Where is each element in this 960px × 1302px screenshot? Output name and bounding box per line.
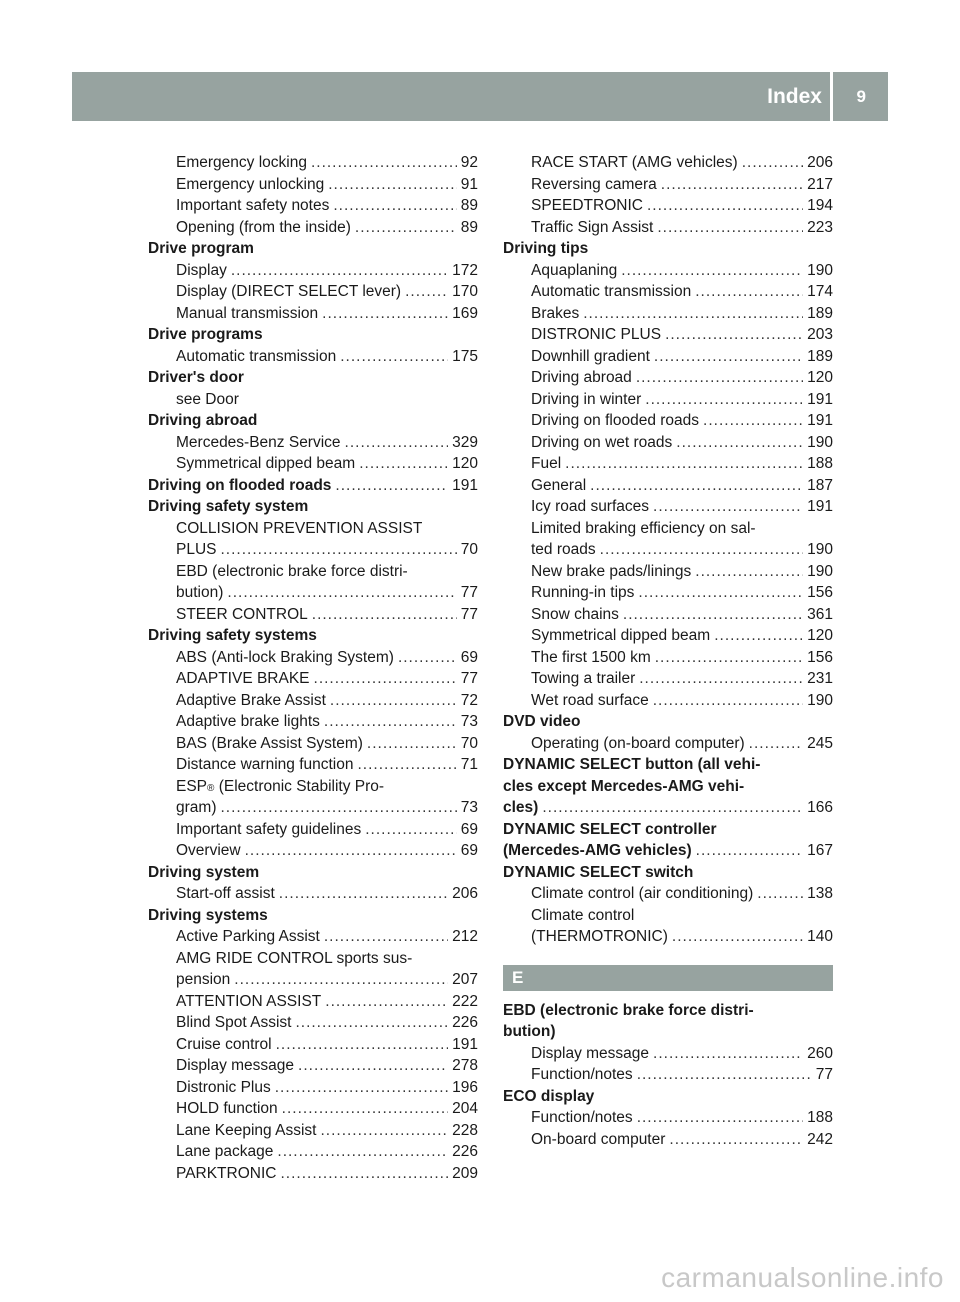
entry-page: 226: [452, 1014, 478, 1031]
entry-page: 170: [452, 283, 478, 300]
entry-page: 77: [460, 584, 478, 601]
index-entry[interactable]: [148, 969, 478, 991]
entry-label: Downhill gradient: [531, 347, 650, 365]
index-heading: DVD video: [503, 713, 581, 730]
index-entry[interactable]: [148, 711, 478, 733]
entry-page: 188: [807, 1109, 833, 1126]
index-entry[interactable]: [503, 324, 833, 346]
entry-label: Emergency unlocking: [176, 175, 325, 193]
entry-label: (Mercedes-AMG vehicles): [503, 842, 692, 859]
entry-page: 278: [452, 1057, 478, 1074]
entry-label: Climate control (air conditioning): [531, 885, 754, 902]
entry-label: Adaptive Brake Assist: [176, 691, 326, 709]
index-entry[interactable]: [503, 883, 833, 905]
index-entry[interactable]: [503, 1129, 833, 1151]
header-separator: [830, 72, 833, 121]
entry-page: 212: [452, 928, 478, 945]
entry-page: 120: [452, 455, 478, 472]
index-entry[interactable]: [148, 303, 478, 325]
index-entry[interactable]: [503, 604, 833, 626]
entry-label-line[interactable]: AMG RIDE CONTROL sports sus-: [176, 949, 413, 967]
entry-label: Opening (from the inside): [176, 218, 351, 236]
entry-label: Driving on flooded roads: [531, 412, 700, 429]
index-entry[interactable]: [503, 625, 833, 647]
entry-label: Automatic transmission: [176, 347, 337, 365]
index-entry[interactable]: [503, 453, 833, 475]
entry-page: 209: [452, 1164, 478, 1182]
index-entry[interactable]: [148, 1141, 478, 1163]
entry-page: 77: [460, 605, 478, 623]
entry-page: 190: [807, 433, 833, 451]
entry-page: 140: [807, 928, 833, 945]
index-entry[interactable]: [148, 152, 478, 174]
index-entry[interactable]: [503, 346, 833, 368]
index-entry[interactable]: [503, 389, 833, 411]
entry-page: 169: [452, 304, 478, 322]
index-entry[interactable]: [503, 281, 833, 303]
index-entry[interactable]: [148, 582, 478, 604]
entry-page: 228: [452, 1121, 478, 1139]
entry-page: 203: [807, 326, 833, 343]
entry-label: General: [531, 476, 587, 494]
index-entry[interactable]: [148, 1012, 478, 1034]
index-entry[interactable]: [148, 797, 478, 819]
entry-page: 194: [807, 197, 833, 214]
entry-page: 70: [460, 734, 478, 752]
entry-page: 89: [460, 197, 478, 214]
index-entry[interactable]: [503, 647, 833, 669]
section-letter-e: E: [503, 965, 833, 991]
entry-page: 222: [452, 992, 478, 1010]
entry-page: 245: [807, 734, 833, 752]
index-entry[interactable]: [148, 1077, 478, 1099]
entry-label: DISTRONIC PLUS: [531, 326, 662, 343]
page-number: 9: [856, 87, 866, 106]
entry-label: Icy road surfaces: [531, 498, 650, 515]
entry-page: 156: [807, 584, 833, 601]
entry-label: HOLD function: [176, 1100, 278, 1117]
entry-page: 260: [807, 1044, 833, 1062]
index-entry[interactable]: [148, 883, 478, 905]
entry-label: Emergency locking: [176, 154, 307, 171]
index-entry[interactable]: [503, 1107, 833, 1129]
entry-page: 204: [452, 1100, 478, 1117]
entry-page: 92: [460, 154, 478, 171]
entry-label: PARKTRONIC: [176, 1164, 277, 1182]
index-entry[interactable]: [503, 496, 833, 518]
index-heading: Driving system: [148, 863, 260, 881]
entry-page: 196: [452, 1078, 478, 1096]
index-entry[interactable]: [148, 539, 478, 561]
entry-label: Display: [176, 261, 227, 279]
entry-label: Brakes: [531, 304, 580, 322]
entry-page: 89: [460, 218, 478, 236]
entry-label: ATTENTION ASSIST: [176, 992, 322, 1010]
entry-page: 190: [807, 261, 833, 279]
index-heading: cles except Mercedes-AMG vehi-: [503, 777, 745, 795]
entry-label-line[interactable]: EBD (electronic brake force distri-: [176, 562, 408, 580]
index-entry[interactable]: [503, 926, 833, 948]
index-heading: Driving abroad: [148, 412, 258, 429]
entry-label: Running-in tips: [531, 584, 635, 601]
entry-label: Towing a trailer: [531, 670, 636, 687]
entry-label: gram): [176, 799, 217, 816]
index-entry[interactable]: [148, 668, 478, 690]
entry-label: ABS (Anti-lock Braking System): [176, 648, 394, 666]
entry-page: 361: [807, 605, 833, 623]
entry-label: Driving abroad: [531, 369, 632, 386]
entry-label: Traffic Sign Assist: [531, 218, 654, 236]
index-entry[interactable]: [503, 260, 833, 282]
esp-label-rest: (Electronic Stability Pro-: [214, 777, 385, 795]
entry-label: (THERMOTRONIC): [531, 928, 668, 945]
index-entry[interactable]: [503, 539, 833, 561]
entry-page: 191: [807, 498, 833, 515]
entry-label: Fuel: [531, 455, 562, 472]
entry-label: Display message: [531, 1044, 650, 1062]
entry-label: Automatic transmission: [531, 283, 692, 300]
entry-page: 191: [807, 412, 833, 429]
index-entry[interactable]: [148, 1120, 478, 1142]
entry-label: On-board computer: [531, 1130, 666, 1148]
index-heading: Driver's door: [148, 369, 244, 386]
index-entry[interactable]: [148, 174, 478, 196]
entry-label: Mercedes-Benz Service: [176, 433, 341, 451]
index-heading-entry[interactable]: [503, 797, 833, 819]
index-heading: DYNAMIC SELECT button (all vehi-: [503, 756, 761, 773]
index-entry[interactable]: [148, 926, 478, 948]
entry-page: 72: [460, 691, 478, 709]
entry-page: 329: [452, 433, 478, 451]
entry-page: 217: [807, 175, 833, 193]
entry-page: 206: [452, 885, 478, 902]
index-column-left: [148, 152, 478, 1184]
index-entry[interactable]: [503, 303, 833, 325]
index-entry[interactable]: [503, 668, 833, 690]
index-entry[interactable]: [503, 367, 833, 389]
index-entry[interactable]: [148, 217, 478, 239]
entry-page: 69: [460, 820, 478, 838]
index-entry[interactable]: [503, 582, 833, 604]
index-entry[interactable]: [503, 174, 833, 196]
entry-label: Function/notes: [531, 1109, 633, 1126]
index-column-right: [503, 152, 833, 1150]
entry-page: 189: [807, 304, 833, 322]
entry-label: Adaptive brake lights: [176, 713, 320, 730]
watermark: carmanualsonline.info: [661, 1262, 944, 1293]
entry-page: 231: [807, 670, 833, 687]
entry-page: 242: [807, 1130, 833, 1148]
see-reference[interactable]: see Door: [176, 390, 239, 408]
entry-label: Display message: [176, 1057, 295, 1074]
entry-label-line[interactable]: Climate control: [531, 906, 635, 924]
entry-page: 191: [452, 1035, 478, 1053]
entry-label: Important safety notes: [176, 197, 330, 214]
entry-page: 73: [460, 799, 478, 816]
header-title: Index: [767, 85, 822, 108]
index-entry[interactable]: [503, 1064, 833, 1086]
entry-label: Important safety guidelines: [176, 820, 362, 838]
entry-page: 191: [452, 476, 478, 494]
entry-label: Lane package: [176, 1143, 274, 1160]
entry-page: 226: [452, 1143, 478, 1160]
index-entry[interactable]: [148, 260, 478, 282]
index-heading: DYNAMIC SELECT switch: [503, 863, 694, 881]
index-entry[interactable]: [148, 819, 478, 841]
index-entry[interactable]: [148, 195, 478, 217]
entry-page: 69: [460, 842, 478, 859]
entry-page: 188: [807, 455, 833, 472]
entry-page: 120: [807, 627, 833, 644]
index-entry[interactable]: [148, 1163, 478, 1185]
entry-label-line[interactable]: ESP ® (Electronic Stability Pro-: [148, 776, 478, 798]
entry-label: PLUS: [176, 541, 217, 558]
entry-label: Display (DIRECT SELECT lever): [176, 283, 402, 300]
entry-label: Distance warning function: [176, 756, 354, 773]
entry-page: 120: [807, 369, 833, 386]
entry-label: Wet road surface: [531, 691, 649, 709]
index-entry[interactable]: [148, 690, 478, 712]
entry-label: STEER CONTROL: [176, 605, 308, 623]
index-heading: Drive program: [148, 240, 254, 257]
index-entry[interactable]: [148, 840, 478, 862]
index-heading: DYNAMIC SELECT controller: [503, 820, 717, 838]
entry-label: ted roads: [531, 541, 596, 558]
index-entry[interactable]: [503, 690, 833, 712]
index-entry[interactable]: [503, 432, 833, 454]
entry-page: 207: [452, 971, 478, 988]
entry-page: 174: [807, 283, 833, 300]
index-heading: ECO display: [503, 1087, 595, 1105]
entry-page: 138: [807, 885, 833, 902]
entry-page: 172: [452, 261, 478, 279]
entry-label: SPEEDTRONIC: [531, 197, 643, 214]
index-entry[interactable]: [503, 733, 833, 755]
entry-page: 187: [807, 476, 833, 494]
entry-page: 191: [807, 390, 833, 408]
index-heading-entry[interactable]: [148, 475, 478, 497]
entry-label: Manual transmission: [176, 304, 319, 322]
entry-label: Cruise control: [176, 1035, 272, 1053]
entry-page: 71: [460, 756, 478, 773]
index-heading: Driving tips: [503, 240, 589, 257]
index-heading: EBD (electronic brake force distri-: [503, 1001, 754, 1019]
index-heading: Driving safety system: [148, 498, 309, 515]
index-entry[interactable]: [148, 432, 478, 454]
index-entry[interactable]: [148, 346, 478, 368]
entry-page: 206: [807, 154, 833, 171]
entry-label: bution): [176, 584, 224, 601]
entry-page: 167: [807, 842, 833, 859]
index-entry[interactable]: [503, 1043, 833, 1065]
index-entry[interactable]: [148, 733, 478, 755]
index-entry[interactable]: [503, 152, 833, 174]
entry-label: Distronic Plus: [176, 1078, 271, 1096]
entry-label: Start-off assist: [176, 885, 275, 902]
entry-label: Symmetrical dipped beam: [531, 627, 711, 644]
index-heading: Driving systems: [148, 906, 268, 924]
entry-page: 166: [807, 799, 833, 816]
entry-page: 175: [452, 347, 478, 365]
entry-page: 156: [807, 648, 833, 666]
entry-page: 223: [807, 218, 833, 236]
index-entry[interactable]: [148, 1098, 478, 1120]
entry-page: 70: [460, 541, 478, 558]
index-heading-entry[interactable]: [503, 840, 833, 862]
entry-label: pension: [176, 971, 231, 988]
entry-page: 189: [807, 347, 833, 365]
entry-label: cles): [503, 799, 539, 816]
entry-label-line[interactable]: COLLISION PREVENTION ASSIST: [176, 519, 423, 537]
entry-page: 77: [460, 670, 478, 687]
index-entry[interactable]: [503, 561, 833, 583]
index-entry[interactable]: [148, 281, 478, 303]
entry-label: ADAPTIVE BRAKE: [176, 670, 310, 687]
entry-page: 77: [815, 1066, 833, 1083]
index-heading: Driving safety systems: [148, 627, 317, 644]
entry-label: Driving on wet roads: [531, 433, 673, 451]
entry-label: Symmetrical dipped beam: [176, 455, 356, 472]
entry-label: Reversing camera: [531, 175, 657, 193]
index-entry[interactable]: [148, 754, 478, 776]
entry-label: Aquaplaning: [531, 261, 618, 279]
index-entry[interactable]: [148, 1034, 478, 1056]
entry-label: Lane Keeping Assist: [176, 1121, 317, 1139]
entry-label: Overview: [176, 842, 241, 859]
entry-label: Driving in winter: [531, 390, 642, 408]
entry-label: Snow chains: [531, 605, 619, 623]
entry-label: Function/notes: [531, 1066, 633, 1083]
entry-label: Driving on flooded roads: [148, 476, 332, 494]
index-entry[interactable]: [148, 453, 478, 475]
entry-page: 73: [460, 713, 478, 730]
index-entry[interactable]: [503, 475, 833, 497]
index-heading: bution): [503, 1023, 556, 1040]
index-entry[interactable]: [148, 604, 478, 626]
index-heading: Drive programs: [148, 326, 263, 343]
entry-label: Active Parking Assist: [176, 928, 320, 945]
page-header: [72, 72, 888, 121]
index-entry[interactable]: [503, 195, 833, 217]
entry-label: Operating (on-board computer): [531, 734, 745, 752]
entry-label: Blind Spot Assist: [176, 1014, 292, 1031]
entry-page: 190: [807, 541, 833, 558]
entry-page: 69: [460, 648, 478, 666]
entry-label: The first 1500 km: [531, 648, 651, 666]
index-entry[interactable]: [148, 647, 478, 669]
entry-label: BAS (Brake Assist System): [176, 734, 363, 752]
entry-label: New brake pads/linings: [531, 562, 692, 580]
index-entry[interactable]: [148, 1055, 478, 1077]
index-entry[interactable]: [503, 217, 833, 239]
entry-page: 91: [460, 175, 478, 193]
entry-page: 190: [807, 562, 833, 580]
entry-label: RACE START (AMG vehicles): [531, 154, 738, 171]
esp-label: ESP: [176, 777, 208, 795]
index-entry[interactable]: [148, 991, 478, 1013]
entry-page: 190: [807, 691, 833, 709]
entry-label-line[interactable]: Limited braking efficiency on sal-: [531, 519, 756, 537]
index-entry[interactable]: [503, 410, 833, 432]
